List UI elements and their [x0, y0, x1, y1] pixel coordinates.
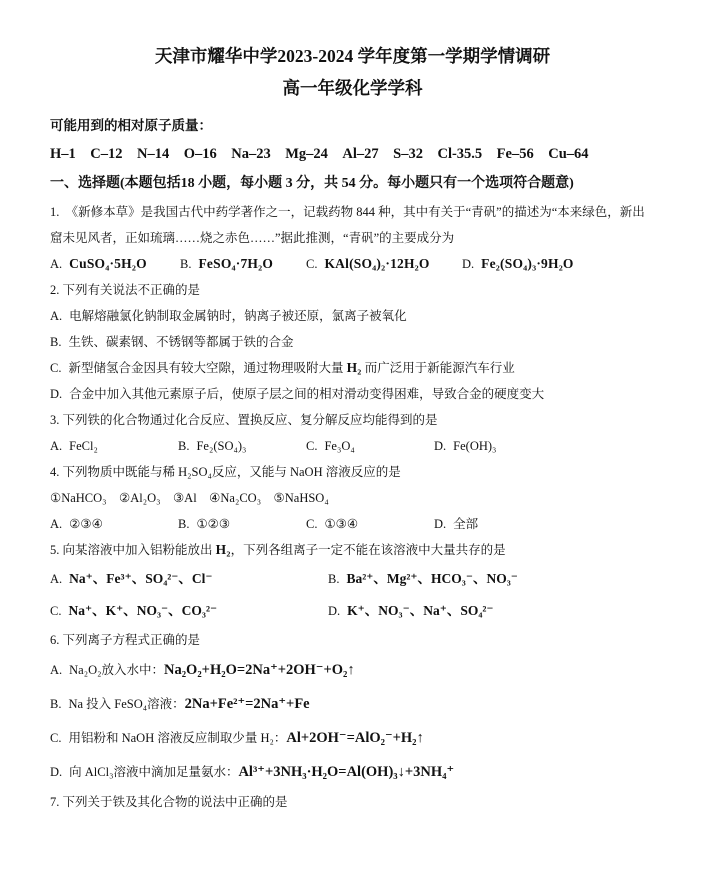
question-6-stem: 6. 下列离子方程式正确的是	[50, 633, 201, 647]
option-text: 生铁、碳素钢、不锈钢等都属于铁的合金	[68, 335, 294, 349]
option-formula: Fe₂(SO₄)₃	[196, 439, 247, 453]
question-1-option-b	[180, 251, 306, 277]
option-label: C.	[50, 361, 62, 375]
option-label: C.	[50, 731, 62, 745]
option-label: D.	[50, 387, 63, 401]
atomic-mass-values: H–1 C–12 N–14 O–16 Na–23 Mg–24 Al–27 S–32 Cl-35.5 Fe–56 Cu–64	[50, 146, 589, 162]
question-1-option-c	[306, 251, 462, 277]
question-5-option-c	[50, 595, 328, 627]
option-ions: Na⁺、Fe³⁺、SO₄²⁻、Cl⁻	[69, 571, 213, 586]
question-3-option-a	[50, 433, 178, 459]
option-label: B.	[328, 572, 340, 586]
question-3	[50, 407, 655, 459]
option-label: A.	[50, 663, 63, 677]
stem-formula: H₂	[215, 542, 231, 557]
option-text: 电解熔融氯化钠制取金属钠时，钠离子被还原，氯离子被氧化	[69, 309, 407, 323]
option-ions: Na⁺、K⁺、NO₃⁻、CO₃²⁻	[68, 603, 218, 618]
question-5-option-d	[328, 595, 494, 627]
question-4-option-c	[306, 511, 434, 537]
question-7-stem: 7. 下列关于铁及其化合物的说法中正确的是	[50, 795, 288, 809]
question-5-option-b	[328, 563, 518, 595]
option-text: ②③④	[69, 517, 103, 531]
option-label: C.	[50, 604, 62, 618]
question-3-stem: 3. 下列铁的化合物通过化合反应、置换反应、复分解反应均能得到的是	[50, 413, 438, 427]
question-2-option-d	[50, 381, 655, 407]
question-3-options	[50, 433, 655, 459]
question-5-options-row2	[50, 595, 655, 627]
option-text: ①②③	[196, 517, 231, 531]
question-1-option-a	[50, 251, 180, 277]
option-label: D.	[50, 765, 63, 779]
option-text: ①③④	[324, 517, 359, 531]
question-4-options	[50, 511, 655, 537]
option-formula: CuSO₄·5H₂O	[69, 256, 147, 271]
option-formula: FeCl₂	[69, 439, 98, 453]
question-6-option-d	[50, 755, 655, 789]
option-equation: Al³⁺+3NH₃·H₂O=Al(OH)₃↓+3NH₄⁺	[238, 764, 455, 780]
question-5-option-a	[50, 563, 328, 595]
option-desc: Na 投入 FeSO₄溶液：	[68, 697, 185, 711]
option-label: B.	[178, 439, 190, 453]
question-4-option-a	[50, 511, 178, 537]
option-desc: 向 AlCl₃溶液中滴加足量氨水：	[69, 765, 239, 779]
option-formula: Fe(OH)₃	[453, 439, 497, 453]
option-label: B.	[50, 335, 62, 349]
option-desc: Na₂O₂放入水中：	[69, 663, 164, 677]
option-label: D.	[328, 604, 341, 618]
option-label: A.	[50, 257, 63, 271]
option-desc: 用铝粉和 NaOH 溶液反应制取少量 H₂：	[68, 731, 287, 745]
question-2-option-b	[50, 329, 655, 355]
question-2-stem: 2. 下列有关说法不正确的是	[50, 283, 201, 297]
option-formula: KAl(SO₄)₂·12H₂O	[324, 256, 430, 271]
question-1-option-d	[462, 251, 655, 277]
question-3-option-c	[306, 433, 434, 459]
option-label: B.	[178, 517, 190, 531]
option-ions: Ba²⁺、Mg²⁺、HCO₃⁻、NO₃⁻	[346, 571, 518, 586]
option-equation: Al+2OH⁻=AlO₂⁻+H₂↑	[286, 730, 424, 746]
question-4-option-b	[178, 511, 306, 537]
question-3-option-d	[434, 433, 655, 459]
question-6-option-a	[50, 653, 655, 687]
option-label: B.	[50, 697, 62, 711]
option-formula: Fe₂(SO₄)₃·9H₂O	[481, 256, 574, 271]
question-1-stem: 1. 《新修本草》是我国古代中药学著作之一，记载药物 844 种，其中有关于“青矾”的描述为“本来绿色，新出窟未见风者，正如琉璃……烧之赤色……”据此推测，“青矾”的主要成分为	[50, 205, 645, 245]
question-2	[50, 277, 655, 407]
question-2-option-c	[50, 355, 655, 381]
question-5-options-row1	[50, 563, 655, 595]
option-label: A.	[50, 439, 63, 453]
option-formula: H₂	[346, 360, 362, 375]
option-formula: Fe₃O₄	[324, 439, 355, 453]
question-4-option-d	[434, 511, 655, 537]
question-6-option-c	[50, 721, 655, 755]
option-formula: FeSO₄·7H₂O	[198, 256, 274, 271]
question-5	[50, 537, 655, 627]
exam-title-line1: 天津市耀华中学2023-2024 学年度第一学期学情调研	[154, 46, 551, 66]
question-1	[50, 199, 655, 277]
question-2-option-a	[50, 303, 655, 329]
question-4	[50, 459, 655, 537]
section-header: 一、选择题(本题包括18 小题，每小题 3 分，共 54 分。每小题只有一个选项符合题意)	[50, 176, 574, 191]
question-1-options	[50, 251, 655, 277]
atomic-mass-label: 可能用到的相对原子质量：	[50, 118, 212, 133]
option-label: A.	[50, 309, 63, 323]
option-text: 新型储氢合金因具有较大空隙，通过物理吸附大量	[68, 361, 347, 375]
option-text: 全部	[453, 517, 479, 531]
question-6	[50, 627, 655, 789]
option-label: C.	[306, 517, 318, 531]
question-4-stem: 4. 下列物质中既能与稀 H₂SO₄反应，又能与 NaOH 溶液反应的是	[50, 465, 401, 479]
question-7	[50, 789, 655, 815]
question-3-option-b	[178, 433, 306, 459]
stem-text: ，下列各组离子一定不能在该溶液中大量共存的是	[230, 543, 506, 557]
option-ions: K⁺、NO₃⁻、Na⁺、SO₄²⁻	[347, 603, 494, 618]
option-text: 而广泛用于新能源汽车行业	[361, 361, 515, 375]
question-6-option-b	[50, 687, 655, 721]
option-label: D.	[462, 257, 475, 271]
question-5-stem	[50, 537, 655, 563]
option-label: A.	[50, 572, 63, 586]
option-label: C.	[306, 257, 318, 271]
option-label: D.	[434, 517, 447, 531]
question-4-substances: ①NaHCO₃ ②Al₂O₃ ③Al ④Na₂CO₃ ⑤NaHSO₄	[50, 491, 329, 505]
option-text: 合金中加入其他元素原子后，使原子层之间的相对滑动变得困难，导致合金的硬度变大	[69, 387, 545, 401]
option-label: B.	[180, 257, 192, 271]
stem-text: 5. 向某溶液中加入铝粉能放出	[50, 543, 216, 557]
option-label: C.	[306, 439, 318, 453]
option-equation: Na₂O₂+H₂O=2Na⁺+2OH⁻+O₂↑	[163, 662, 355, 678]
option-equation: 2Na+Fe²⁺=2Na⁺+Fe	[184, 696, 310, 712]
exam-title-line2: 高一年级化学学科	[282, 78, 423, 98]
option-label: A.	[50, 517, 63, 531]
option-label: D.	[434, 439, 447, 453]
